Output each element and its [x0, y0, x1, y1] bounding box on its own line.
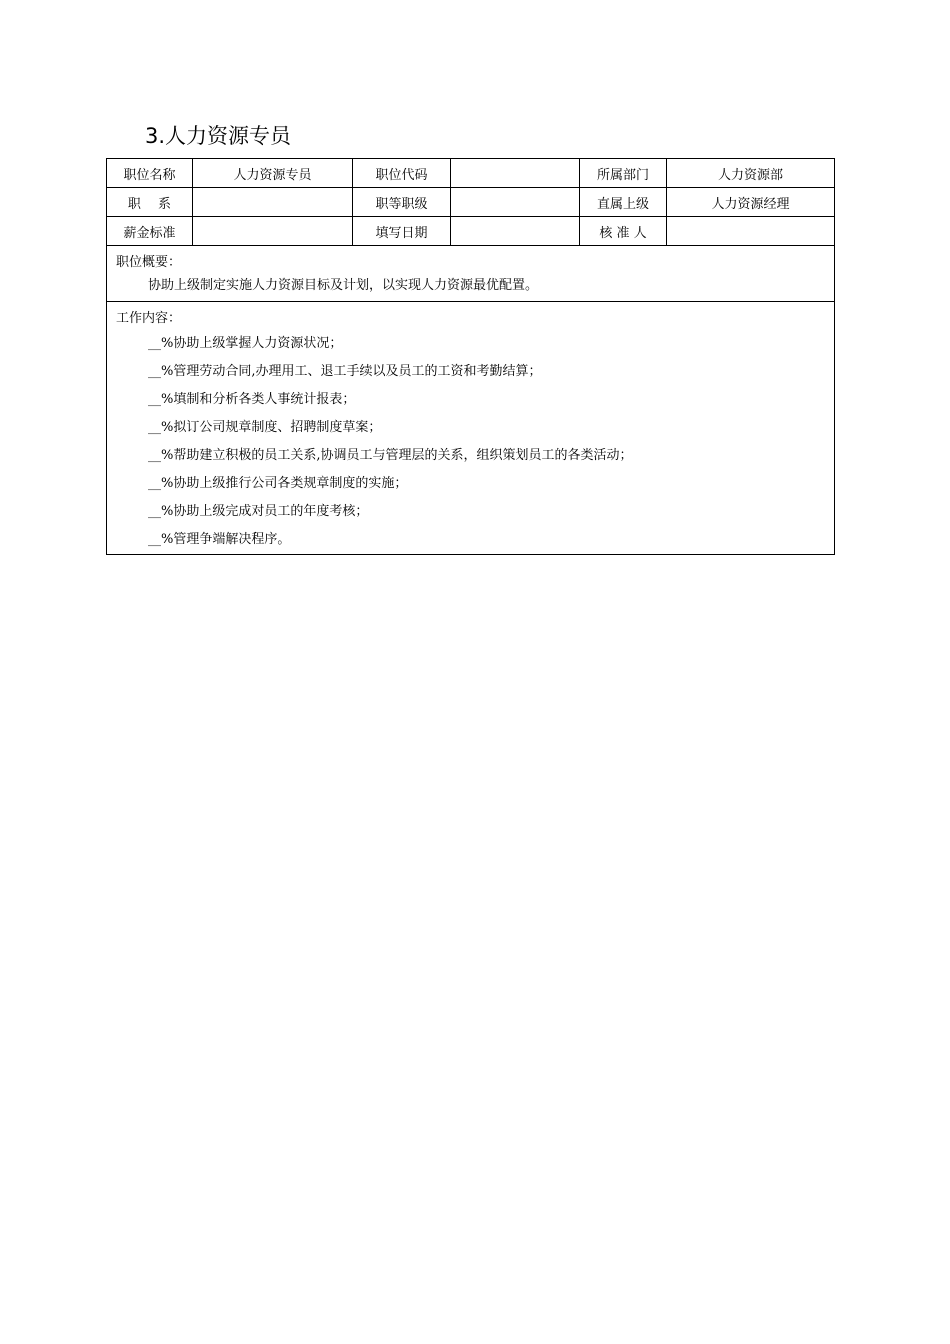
list-item: __%协助上级完成对员工的年度考核； — [148, 504, 369, 519]
list-item: __%协助上级掌握人力资源状况； — [148, 336, 343, 351]
value-department: 人力资源部 — [667, 159, 835, 188]
list-item: __%帮助建立积极的员工关系,协调员工与管理层的关系，组织策划员工的各类活动； — [148, 448, 633, 463]
value-approver — [667, 217, 835, 246]
info-row — [107, 217, 835, 246]
summary-heading: 职位概要： — [116, 255, 182, 270]
list-item: __%拟订公司规章制度、招聘制度草案； — [148, 420, 382, 435]
value-job-family — [193, 188, 353, 217]
label-salary-standard: 薪金标准 — [107, 217, 193, 246]
info-row — [107, 188, 835, 217]
label-fill-date: 填写日期 — [353, 217, 451, 246]
duties-cell — [107, 302, 835, 555]
label-direct-supervisor: 直属上级 — [580, 188, 667, 217]
value-position-name: 人力资源专员 — [193, 159, 353, 188]
value-salary-standard — [193, 217, 353, 246]
label-approver: 核 准 人 — [580, 217, 667, 246]
duties-heading: 工作内容： — [116, 311, 182, 326]
duties-row — [107, 302, 835, 555]
summary-row — [107, 246, 835, 302]
summary-text: 协助上级制定实施人力资源目标及计划，以实现人力资源最优配置。 — [148, 278, 539, 293]
label-department: 所属部门 — [580, 159, 667, 188]
value-fill-date — [451, 217, 580, 246]
label-position-name: 职位名称 — [107, 159, 193, 188]
value-direct-supervisor: 人力资源经理 — [667, 188, 835, 217]
duty-list — [107, 330, 834, 554]
list-item: __%管理劳动合同,办理用工、退工手续以及员工的工资和考勤结算； — [148, 364, 542, 379]
summary-cell — [107, 246, 835, 302]
list-item: __%管理争端解决程序。 — [148, 532, 291, 547]
list-item: __%协助上级推行公司各类规章制度的实施； — [148, 476, 408, 491]
label-job-family: 职 系 — [107, 188, 193, 217]
label-job-grade: 职等职级 — [353, 188, 451, 217]
value-job-grade — [451, 188, 580, 217]
info-row — [107, 159, 835, 188]
job-description-table — [106, 158, 835, 555]
label-position-code: 职位代码 — [353, 159, 451, 188]
list-item: __%填制和分析各类人事统计报表； — [148, 392, 356, 407]
value-position-code — [451, 159, 580, 188]
page-title: 3.人力资源专员 — [145, 124, 292, 148]
